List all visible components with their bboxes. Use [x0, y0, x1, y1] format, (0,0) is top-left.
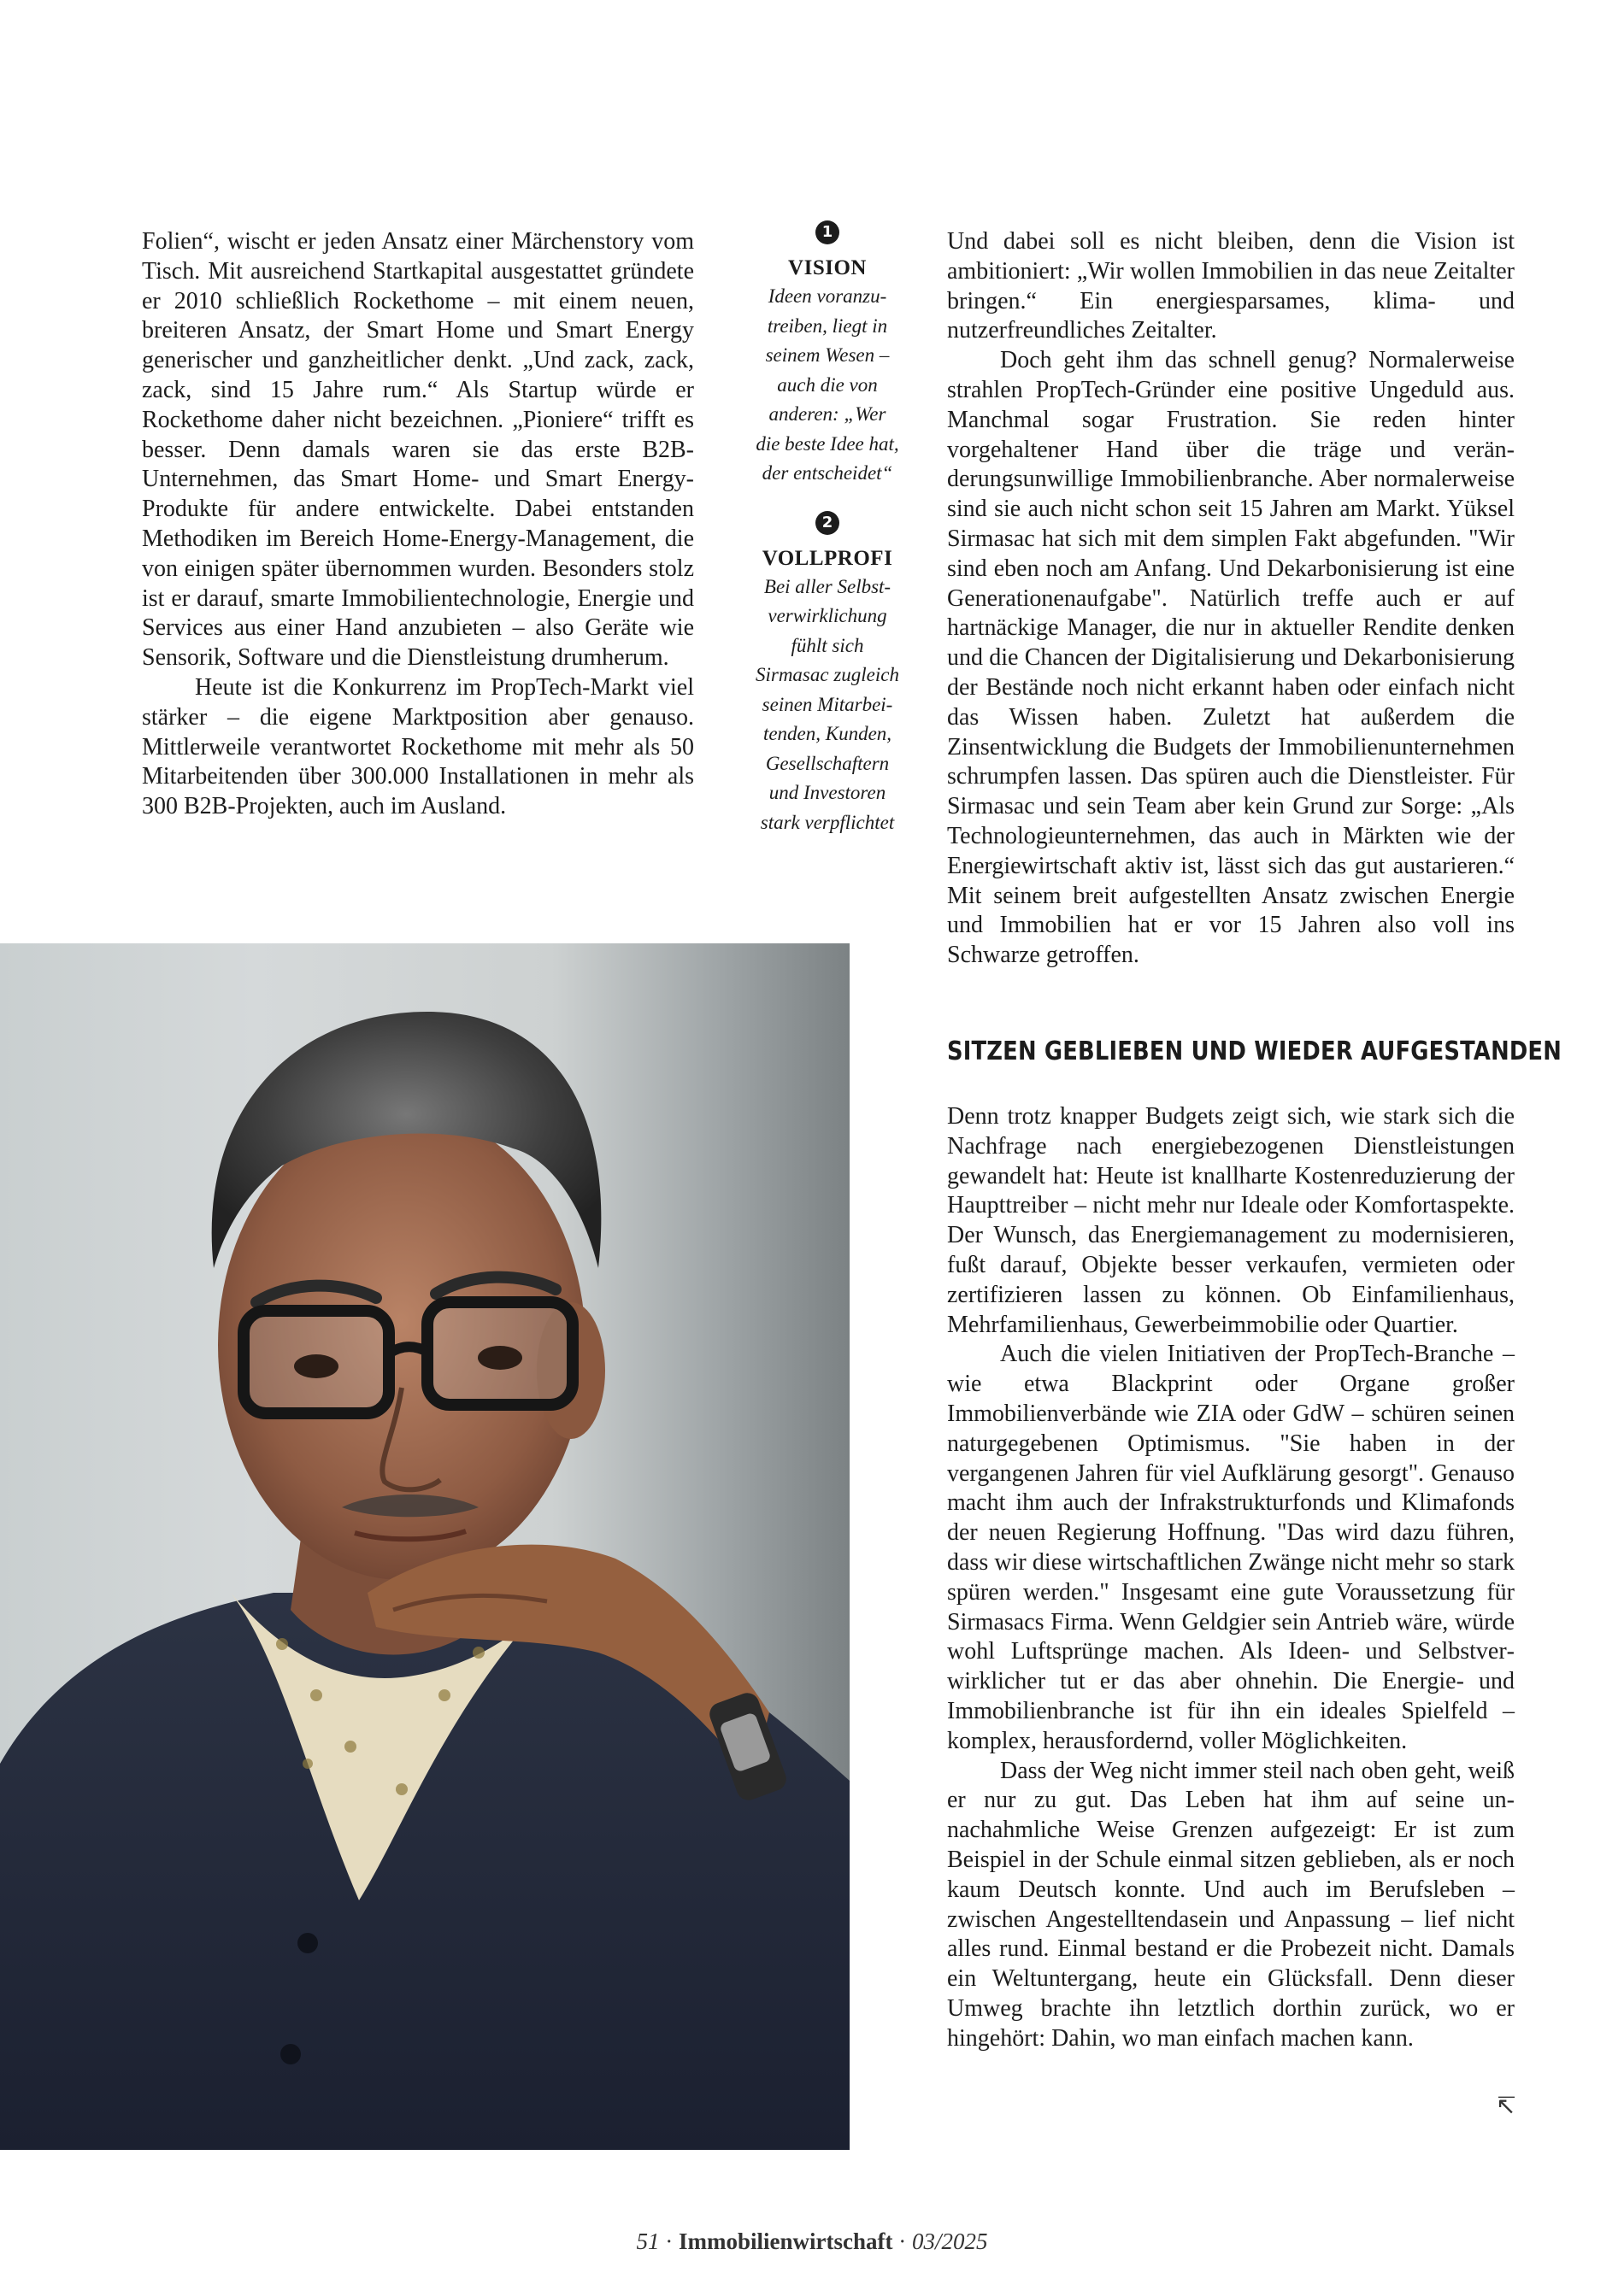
left-column — [142, 227, 694, 822]
magazine-name: Immobilienwirtschaft — [679, 2228, 893, 2254]
sidebar-line: tenden, Kunden, — [762, 723, 892, 744]
sidebar-line: und Investoren — [768, 782, 886, 803]
sidebar-line: verwirklichung — [768, 605, 887, 626]
portrait-illustration — [0, 943, 850, 2150]
sidebar-line: stark verpflichtet — [760, 811, 895, 833]
sidebar-text-vision — [733, 282, 921, 489]
sidebar-title-vision: VISION — [788, 256, 867, 279]
page-number: 51 — [636, 2228, 660, 2254]
sidebar-line: seinem Wesen – — [765, 344, 890, 366]
left-paragraph-2: Heute ist die Konkurrenz im PropTech-Markt viel stärker – die eigene Marktposition aber genauso. Mittlerweile verantwortet Rockethome mit mehr als 50 Mitarbeitenden über 300.000 Installationen in mehr als 300 B2B-Projekten, auch im Ausland. — [142, 673, 694, 820]
sidebar-text-vollprofi — [733, 573, 921, 838]
sidebar-line: auch die von — [777, 373, 878, 396]
sidebar-line: die beste Idee hat, — [756, 432, 899, 455]
right-paragraph-1: Und dabei soll es nicht bleiben, denn die Vision ist ambitioniert: „Wir wollen Immobilien in das neue Zeitalter bringen.“ Ein energiesparsames, klima- und nutzerfreundliches Zeitalter. — [947, 228, 1515, 344]
page-footer — [0, 2228, 1624, 2255]
sidebar-item-vollprofi — [733, 511, 921, 838]
issue-number: 03/2025 — [911, 2228, 988, 2254]
sidebar-quotes — [733, 220, 921, 860]
right-column-top — [947, 227, 1515, 971]
sidebar-line: Ideen voranzu- — [768, 285, 887, 307]
sidebar-line: Gesellschaftern — [765, 752, 890, 774]
section-subheading: SITZEN GEBLIEBEN UND WIEDER AUFGESTANDEN — [947, 1036, 1562, 1066]
right-paragraph-5: Dass der Weg nicht immer steil nach oben geht, weiß er nur zu gut. Das Leben hat ihm auf seine unnachahmliche Weise Grenzen aufgezeigt: Er ist zum Beispiel in der Schule einmal sitzen geblieben, als er noch kaum Deutsch konnte. Und auch im Berufsleben – zwischen Angestelltendasein und Anpassung – lief nicht alles rund. Einmal bestand er die Probezeit nicht. Damals ein Weltuntergang, heute ein Glücksfall. Denn dieser Umweg brachte ihn letztlich dorthin zurück, wo er hingehört: Dahin, wo man einfach machen kann. — [947, 1757, 1515, 2052]
sidebar-line: Bei aller Selbst- — [763, 575, 891, 597]
right-paragraph-4: Auch die vielen Initiativen der PropTech-Branche – wie etwa Blackprint oder Organe großer Immobilienverbände wie ZIA oder GdW – schüren seinen naturgegebenen Optimismus. "Sie haben in der vergangenen Jahren für viel Aufklärung gesorgt". Genauso macht ihm auch der Infrakstrukturfonds und Klimafonds der neuen Regierung Hoffnung. "Das wird dazu führen, dass wir diese wirtschaftlichen Zwänge nicht mehr so stark spüren werden." Insgesamt eine gute Voraussetzung für Sirmasacs Firma. Wenn Geldgier sein Antrieb wäre, würde wohl Luftsprünge machen. Als Ideen- und Selbstverwirklicher tut er das aber ohnehin. Die Energie- und Immobilienbranche ist für ihn ein ideales Spielfeld – komplex, herausfordernd, voller Möglichkeiten. — [947, 1341, 1515, 1754]
sidebar-line: fühlt sich — [791, 634, 864, 656]
number-badge-1: 1 — [815, 220, 839, 244]
sidebar-line: Sirmasac zugleich — [755, 664, 899, 685]
sidebar-title-vollprofi: VOLLPROFI — [762, 546, 893, 570]
left-paragraph-1: Folien“, wischt er jeden Ansatz einer Märchenstory vom Tisch. Mit ausreichend Startkapital ausgestattet gründete er 2010 schließlich Rockethome – mit einem neuen, breiteren Ansatz, der Smart Home und Smart Energy generischer und ganzheitlicher denkt. „Und zack, zack, zack, sind 15 Jahre rum.“ Als Startup würde er Rockethome daher nicht bezeichnen. „Pioniere“ trifft es besser. Denn damals waren sie das erste B2B-Unternehmen, das Smart Home- und Smart Energy-Produkte für andere entwickelte. Dabei entstanden Methodiken im Bereich Home-Energy-Management, die von einigen später übernommen wurden. Besonders stolz ist er darauf, smarte Immobilientechnologie, Energie und Services aus einer Hand anzubieten – also Geräte wie Sensorik, Software und die Dienstleistung drumherum. — [142, 228, 694, 672]
footer-separator: · — [892, 2228, 912, 2254]
sidebar-line: der entscheidet“ — [762, 462, 893, 484]
sidebar-item-vision — [733, 220, 921, 489]
right-paragraph-3: Denn trotz knapper Budgets zeigt sich, wie stark sich die Nachfrage nach energiebezogenen Dienstleistungen gewandelt hat: Heute ist knallharte Kostenreduzierung der Haupttreiber – nicht mehr nur Ideale oder Komfortaspekte. Der Wunsch, das Energiemanagement zu modernisieren, fußt darauf, Objekte besser verkaufen, vermieten oder zertifizieren lassen zu können. Ob Einfamilienhaus, Mehrfamilienhaus, Gewerbeimmobilie oder Quartier. — [947, 1103, 1515, 1338]
sidebar-line: treiben, liegt in — [767, 314, 888, 337]
sidebar-line: anderen: „Wer — [768, 403, 886, 425]
article-end-icon: ↸ — [1496, 2092, 1516, 2120]
right-column-bottom — [947, 1102, 1515, 2054]
portrait-photo — [0, 943, 850, 2150]
sidebar-line: seinen Mitarbei- — [762, 693, 893, 715]
footer-separator: · — [659, 2228, 679, 2254]
number-badge-2: 2 — [815, 511, 839, 535]
right-paragraph-2: Doch geht ihm das schnell genug? Normalerweise strahlen PropTech-Gründer eine positive Ungeduld aus. Manchmal sogar Frustration. Sie reden hinter vorgehaltener Hand über die träge und veränderungsunwillige Immobilienbranche. Aber normalerweise sind sie auch nicht schon seit 15 Jahren am Markt. Yüksel Sirmasac hat sich mit dem simplen Fakt abgefunden. "Wir sind eben noch am Anfang. Und Dekarbonisierung ist eine Generationenaufgabe". Natürlich treffe auch er auf hartnäckige Manager, die nur in aktueller Rendite denken und die Chancen der Digitalisierung und Dekarbonisierung der Bestände noch nicht erkannt haben oder einfach nicht das Wissen haben. Zuletzt hat außerdem die Zinsentwicklung die Budgets der Immobilienunternehmen schrumpfen lassen. Das spüren auch die Dienstleister. Für Sirmasac und sein Team aber kein Grund zur Sorge: „Als Technologieunternehmen, das auch in Märkten wie der Energiewirtschaft aktiv ist, lässt sich das gut austarieren.“ Mit seinem breit aufgestellten Ansatz zwischen Energie und Immobilien hat er vor 15 Jahren also voll ins Schwarze getroffen. — [947, 347, 1515, 969]
